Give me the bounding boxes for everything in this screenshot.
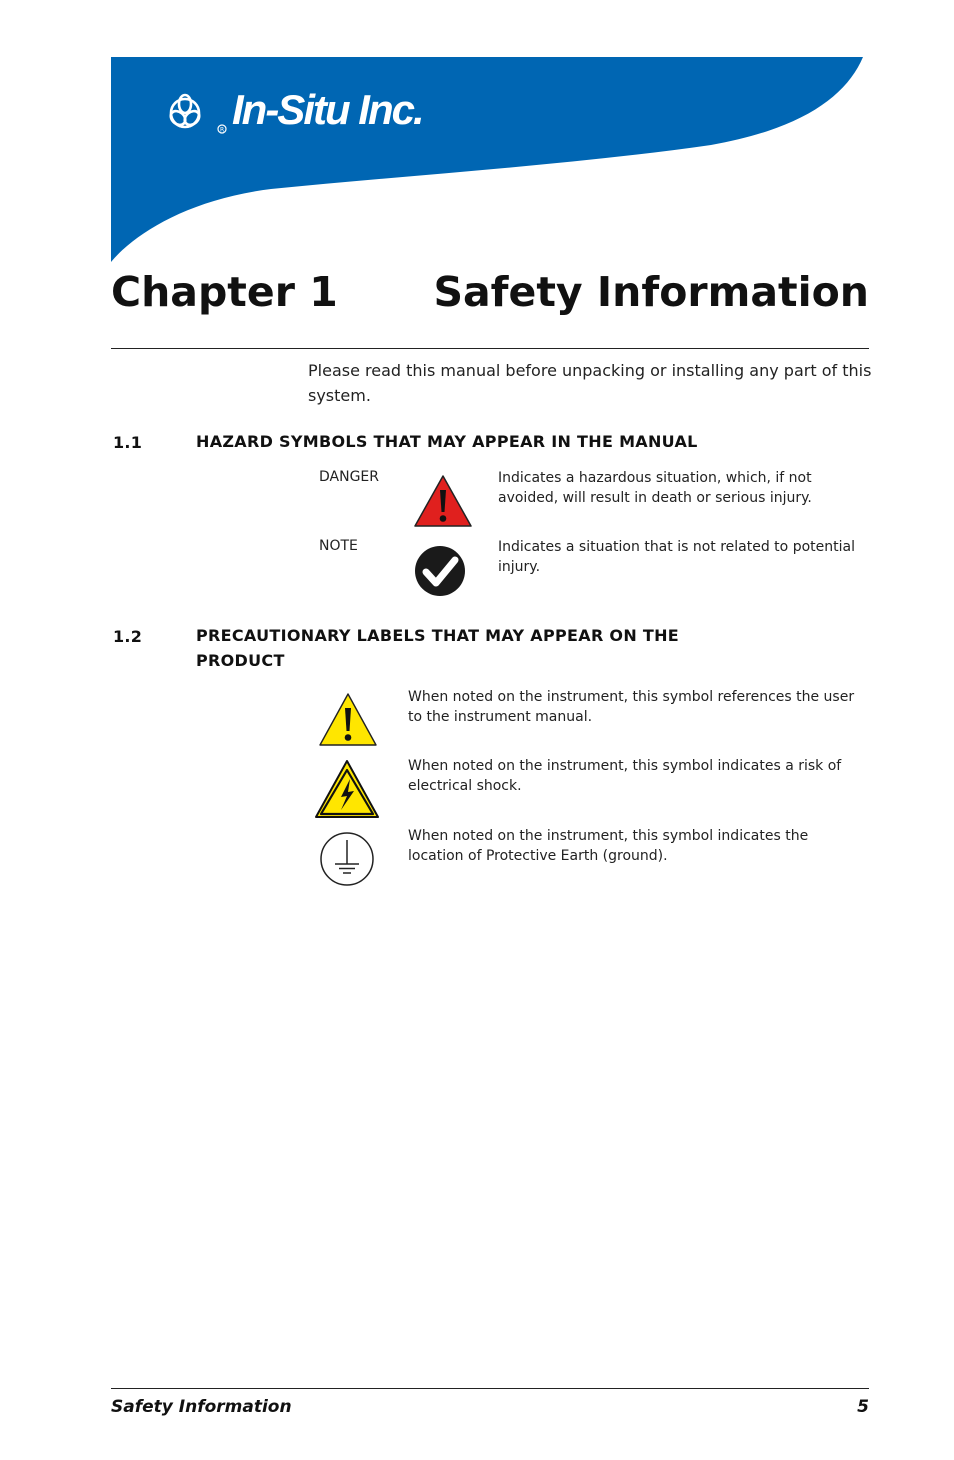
footer-divider (111, 1388, 869, 1389)
header-banner (111, 57, 863, 262)
danger-description: Indicates a hazardous situation, which, if not avoided, will result in death or serious injury. (498, 470, 812, 506)
electrical-shock-description: When noted on the instrument, this symbol indicates a risk of electrical shock. (408, 758, 842, 794)
protective-earth-description: When noted on the instrument, this symbol indicates the location of Protective Earth (ground). (408, 828, 809, 864)
svg-text:R: R (220, 126, 225, 134)
note-description: Indicates a situation that is not related to potential injury. (498, 539, 855, 575)
company-logo-text: In-Situ Inc. (232, 86, 423, 133)
danger-label: DANGER (319, 469, 380, 485)
chapter-title: Safety Information (433, 268, 869, 316)
section-1-2-title-line1: PRECAUTIONARY LABELS THAT MAY APPEAR ON THE (196, 626, 680, 645)
danger-warning-icon (413, 474, 473, 529)
intro-paragraph: Please read this manual before unpacking or installing any part of this system. (308, 361, 872, 405)
check-circle-icon (414, 545, 466, 597)
chapter-divider (111, 348, 869, 349)
note-label: NOTE (319, 538, 358, 554)
in-situ-logo-icon (168, 90, 228, 136)
caution-triangle-icon (318, 692, 378, 748)
section-1-2-title-line2: PRODUCT (196, 651, 285, 670)
chapter-number: Chapter 1 (111, 268, 338, 316)
section-1-1-number: 1.1 (113, 433, 143, 452)
section-1-1-title: HAZARD SYMBOLS THAT MAY APPEAR IN THE MANUAL (196, 432, 698, 451)
footer-section-title: Safety Information (111, 1397, 292, 1417)
electrical-shock-icon (314, 759, 380, 820)
protective-earth-icon (319, 831, 375, 887)
page-number: 5 (857, 1397, 869, 1417)
section-1-2-number: 1.2 (113, 627, 143, 646)
caution-description: When noted on the instrument, this symbol references the user to the instrument manual. (408, 689, 855, 725)
